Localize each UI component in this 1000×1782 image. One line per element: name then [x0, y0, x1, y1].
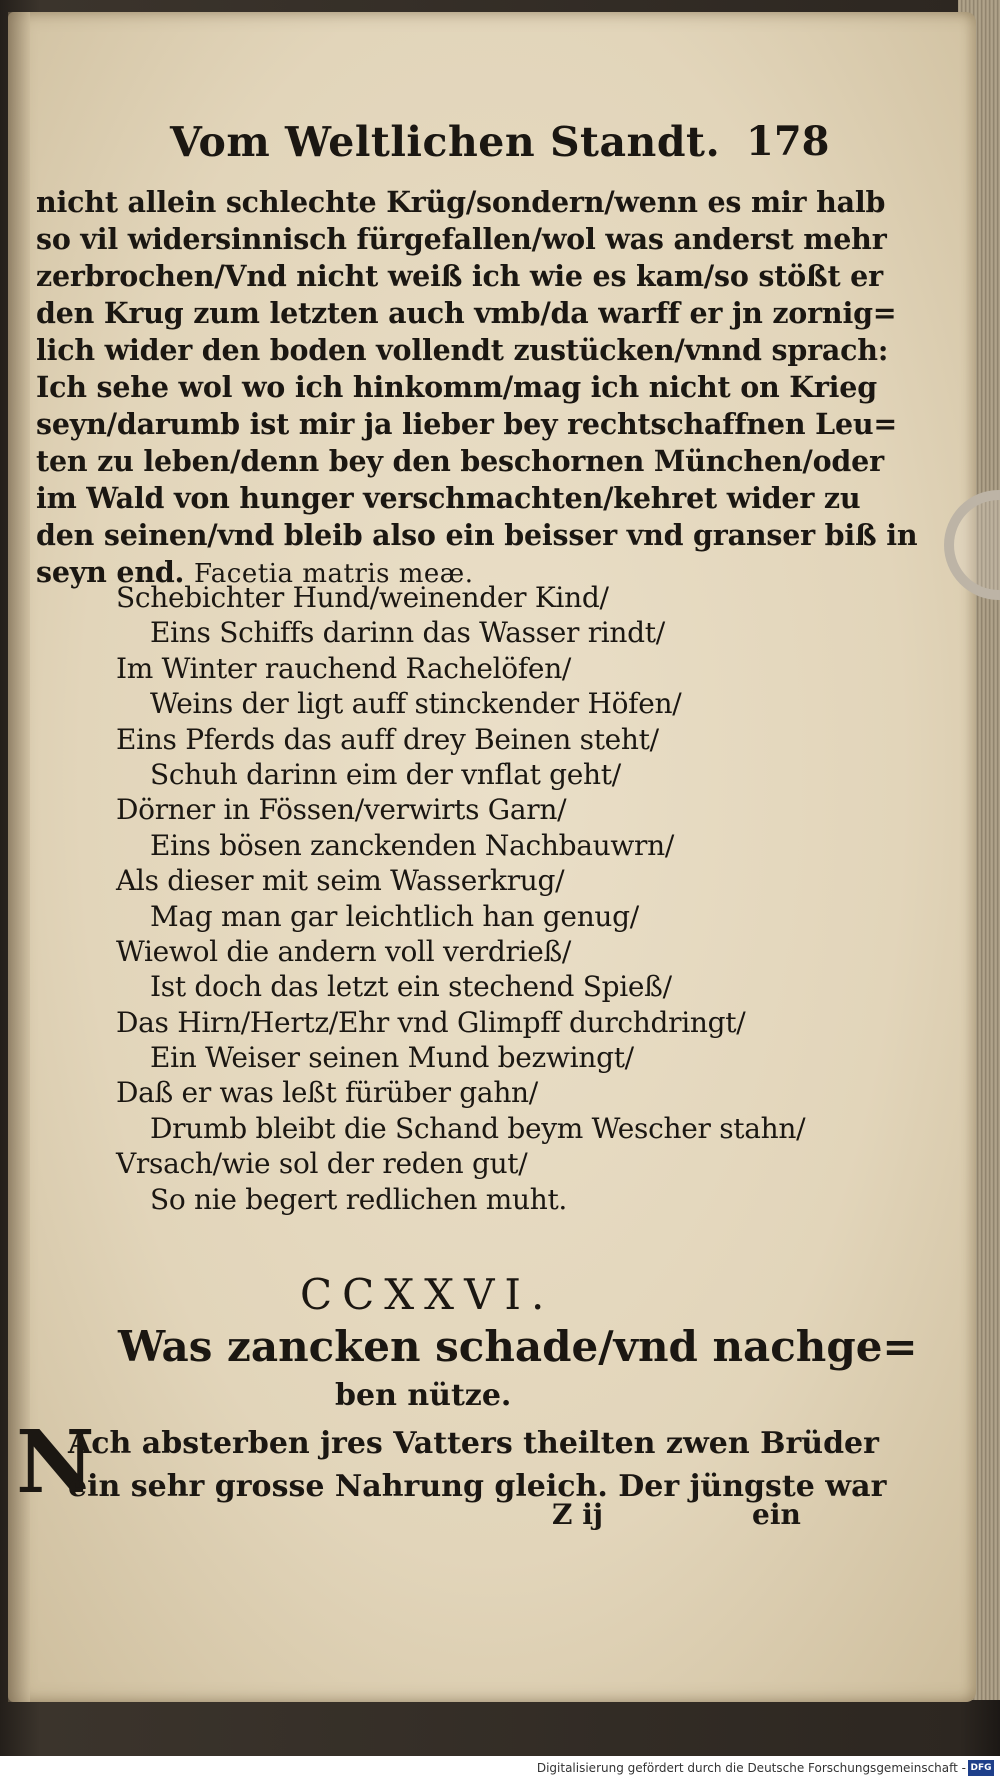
verse-block — [0, 580, 806, 1217]
chapter-title-line1: Was zancken schade/vnd nachge= — [118, 1322, 918, 1371]
prose-line: nicht allein schlechte Krüg/sondern/wenn es mir halb — [36, 185, 886, 219]
folio-number: 178 — [746, 118, 830, 165]
chapter-number: CCXXVI. — [300, 1270, 555, 1319]
verse-line: Das Hirn/Hertz/Ehr vnd Glimpff durchdringt/ — [116, 1005, 746, 1039]
verse-line: So nie begert redlichen muht. — [150, 1182, 568, 1216]
body-line: Ach absterben jres Vatters theilten zwen Brüder — [68, 1426, 879, 1461]
verse-line: Ist doch das letzt ein stechend Spieß/ — [150, 970, 672, 1004]
verse-line: Wiewol die andern voll verdrieß/ — [116, 934, 572, 968]
prose-line: ten zu leben/denn bey den beschornen München/oder — [36, 444, 884, 478]
facetia-heading: Facetia matris meæ. — [194, 559, 474, 589]
prose-line: den Krug zum letzten auch vmb/da warff er jn zornig= — [36, 296, 897, 330]
verse-line: Schebichter Hund/weinender Kind/ — [116, 581, 609, 614]
drop-initial: N — [16, 1412, 95, 1513]
verse-line: Schuh darinn eim der vnflat geht/ — [150, 757, 621, 791]
verse-line: Eins Pferds das auff drey Beinen steht/ — [116, 722, 659, 756]
catchword: ein — [752, 1498, 801, 1531]
signature-mark: Z ij — [552, 1498, 603, 1531]
verse-line: Als dieser mit seim Wasserkrug/ — [116, 864, 565, 898]
prose-end-text: seyn end. — [36, 555, 185, 589]
verse-line: Dörner in Fössen/verwirts Garn/ — [116, 793, 567, 827]
verse-line: Daß er was leßt fürüber gahn/ — [116, 1076, 538, 1110]
verse-line: Ein Weiser seinen Mund bezwingt/ — [150, 1041, 634, 1075]
prose-line: Ich sehe wol wo ich hinkomm/mag ich nicht on Krieg — [36, 370, 877, 404]
verse-line: Eins Schiffs darinn das Wasser rindt/ — [150, 616, 665, 650]
verse-line: Eins bösen zanckenden Nachbauwrn/ — [150, 828, 674, 862]
body-line: ein sehr grosse Nahrung gleich. Der jüngste war — [68, 1469, 887, 1504]
verse-line: Weins der ligt auff stinckender Höfen/ — [150, 687, 682, 721]
chapter-title-line2: ben nütze. — [335, 1378, 512, 1413]
verse-line: Mag man gar leichtlich han genug/ — [150, 899, 639, 933]
running-title: Vom Weltlichen Standt. — [170, 118, 721, 166]
prose-line: den seinen/vnd bleib also ein beisser vnd granser biß in — [36, 518, 918, 552]
prose-block — [36, 184, 918, 591]
verse-line: Im Winter rauchend Rachelöfen/ — [116, 651, 572, 685]
prose-line: so vil widersinnisch fürgefallen/wol was anderst mehr — [36, 222, 887, 256]
verse-line: Drumb bleibt die Schand beym Wescher stahn/ — [150, 1111, 806, 1145]
prose-line: seyn/darumb ist mir ja lieber bey rechtschaffnen Leu= — [36, 407, 898, 441]
prose-line: lich wider den boden vollendt zustücken/vnnd sprach: — [36, 333, 889, 367]
chapter-body — [68, 1422, 887, 1508]
prose-line: im Wald von hunger verschmachten/kehret wider zu — [36, 481, 861, 515]
prose-line: zerbrochen/Vnd nicht weiß ich wie es kam/so stößt er — [36, 259, 883, 293]
verse-line: Vrsach/wie sol der reden gut/ — [116, 1147, 528, 1181]
footer-credit: Digitalisierung gefördert durch die Deutsche Forschungsgemeinschaft - — [536, 1761, 966, 1775]
dfg-logo: DFG — [968, 1760, 994, 1776]
